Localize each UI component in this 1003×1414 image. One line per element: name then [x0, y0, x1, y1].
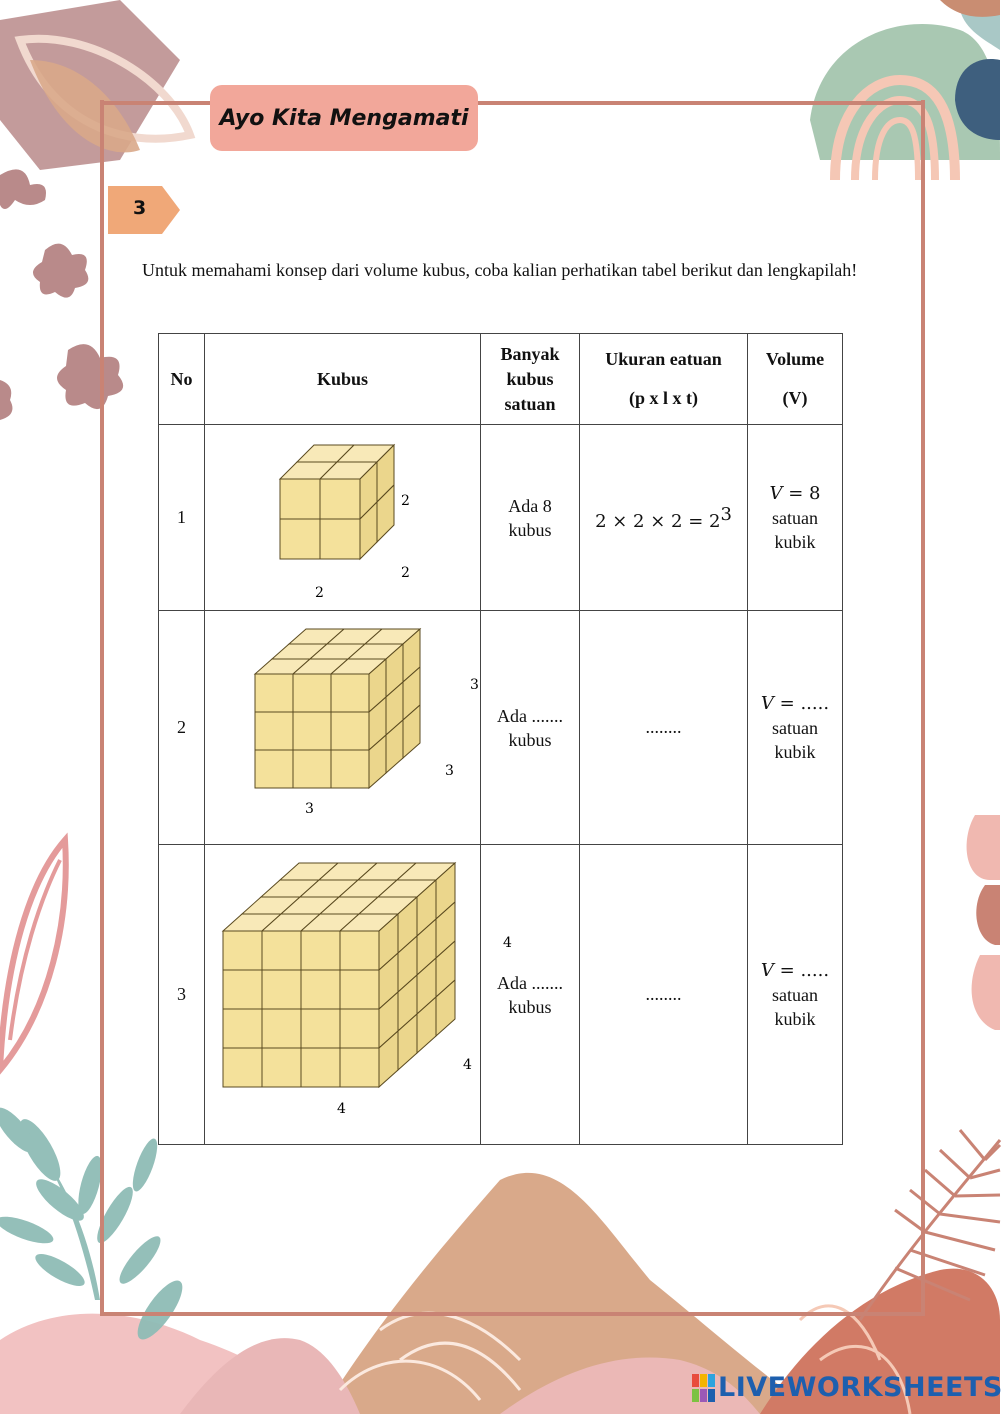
unit-cube-face — [320, 519, 360, 559]
edge-label: 2 — [401, 565, 410, 581]
unit-cube-face — [223, 1009, 262, 1048]
frame-bottom — [100, 1312, 925, 1316]
cube-cell — [205, 611, 481, 845]
header-no: No — [159, 334, 205, 425]
liveworksheets-logo-icon — [692, 1374, 716, 1402]
liveworksheets-brand — [692, 1372, 1003, 1403]
ukuran-blank[interactable]: ........ — [645, 984, 682, 1004]
cube-cell — [205, 425, 481, 611]
table-row — [159, 425, 843, 611]
volume-table — [158, 333, 843, 1145]
frame-left — [100, 100, 104, 1315]
flower-shape — [0, 169, 46, 209]
banyak-cell: Ada ....... kubus — [481, 845, 580, 1145]
volume-blank[interactable]: = ..... — [773, 959, 830, 981]
header-ukuran: Ukuran eatuan (p x l x t) — [580, 334, 748, 425]
intro-paragraph: Untuk memahami konsep dari volume kubus, coba kalian perhatikan tabel berikut dan lengkapilah! — [142, 260, 858, 280]
section-number: 3 — [133, 197, 147, 219]
section-number-tag — [108, 186, 180, 234]
unit-cube-face — [301, 1048, 340, 1087]
unit-cube-face — [293, 750, 331, 788]
header-kubus: Kubus — [205, 334, 481, 425]
cube-cell — [205, 845, 512, 1145]
ukuran-cell[interactable] — [580, 845, 748, 1145]
rainbow-blob — [940, 0, 1000, 17]
unit-cube-face — [301, 931, 340, 970]
flower-shape — [0, 380, 12, 420]
row-no: 2 — [159, 611, 205, 845]
unit-cube-face — [331, 750, 369, 788]
unit-cube-face — [223, 1048, 262, 1087]
edge-label: 2 — [401, 493, 410, 509]
table-row — [159, 845, 843, 1145]
ukuran-cell[interactable] — [580, 611, 748, 845]
unit-cube-face — [340, 1009, 379, 1048]
unit-cube-face — [280, 519, 320, 559]
edge-label: 3 — [305, 801, 314, 817]
unit-cube-face — [262, 1048, 301, 1087]
unit-cube-face — [262, 970, 301, 1009]
edge-label: 4 — [463, 1057, 472, 1073]
section-title: Ayo Kita Mengamati — [219, 105, 469, 131]
edge-label: 2 — [315, 585, 324, 601]
side-blob — [967, 815, 1000, 880]
side-blob — [976, 885, 1000, 945]
unit-cube-face — [255, 712, 293, 750]
unit-cube-face — [340, 1048, 379, 1087]
edge-label: 4 — [337, 1101, 346, 1117]
unit-cube-face — [223, 970, 262, 1009]
edge-label: 4 — [503, 935, 512, 951]
flower-shape — [57, 344, 123, 409]
ukuran-blank[interactable]: ........ — [645, 717, 682, 737]
edge-label: 3 — [470, 677, 479, 693]
unit-cube-face — [293, 712, 331, 750]
unit-cube-face — [340, 931, 379, 970]
unit-cube-face — [320, 479, 360, 519]
edge-label: 3 — [445, 763, 454, 779]
unit-cube-face — [340, 970, 379, 1009]
cube-2x2x2-image — [205, 425, 480, 605]
cube-4x4x4-image — [205, 845, 512, 1139]
ukuran-cell: $2 \times 2 \times 2 = 2^3$ — [580, 425, 748, 611]
frame-right — [921, 100, 925, 1315]
volume-cell: V = 8 satuan kubik — [748, 425, 843, 611]
unit-cube-face — [262, 931, 301, 970]
unit-cube-face — [262, 1009, 301, 1048]
header-banyak: Banyak kubus satuan — [481, 334, 580, 425]
volume-cell: V = ..... satuan kubik — [748, 611, 843, 845]
unit-cube-face — [223, 931, 262, 970]
unit-cube-face — [301, 970, 340, 1009]
flower-shape — [33, 244, 88, 298]
row-no: 3 — [159, 845, 205, 1145]
cube-3x3x3-image — [205, 611, 480, 839]
banyak-cell: Ada ....... kubus — [481, 611, 580, 845]
unit-cube-face — [331, 712, 369, 750]
table-header-row — [159, 334, 843, 425]
side-blob — [972, 955, 1000, 1030]
volume-blank[interactable]: = ..... — [773, 692, 830, 714]
table-row — [159, 611, 843, 845]
header-volume: Volume (V) — [748, 334, 843, 425]
row-no: 1 — [159, 425, 205, 611]
unit-cube-face — [255, 750, 293, 788]
unit-cube-face — [255, 674, 293, 712]
unit-cube-face — [293, 674, 331, 712]
unit-cube-face — [331, 674, 369, 712]
unit-cube-face — [301, 1009, 340, 1048]
section-title-pill — [210, 85, 478, 151]
banyak-cell: Ada 8 kubus — [481, 425, 580, 611]
unit-cube-face — [280, 479, 320, 519]
brand-text: LIVEWORKSHEETS — [718, 1372, 1003, 1403]
volume-cell: V = ..... satuan kubik — [748, 845, 843, 1145]
